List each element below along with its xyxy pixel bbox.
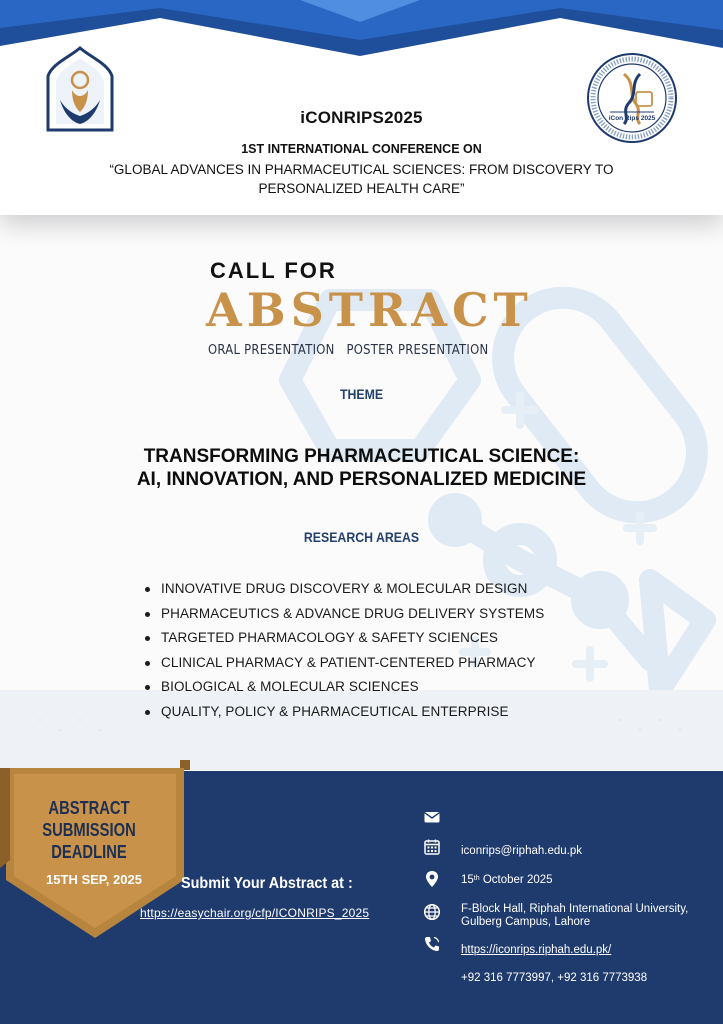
location-pin-icon	[423, 870, 441, 888]
oral-presentation-label: ORAL PRESENTATION	[208, 342, 335, 358]
deadline-title-line: ABSTRACT	[48, 798, 130, 818]
contact-email[interactable]: iconrips@riphah.edu.pk	[461, 845, 582, 857]
iconrips-seal-logo	[586, 52, 678, 144]
abstract-heading: ABSTRACT	[206, 283, 533, 337]
deadline-title-line: DEADLINE	[51, 842, 127, 862]
event-date	[461, 874, 553, 887]
theme-label: THEME	[339, 386, 384, 402]
website-link[interactable]	[461, 944, 611, 957]
easychair-submission-link[interactable]: https://easychair.org/cfp/ICONRIPS_2025	[140, 906, 370, 920]
website-link-text[interactable]: https://iconrips.riphah.edu.pk/	[461, 944, 612, 956]
venue-line: Gulberg Campus, Lahore	[461, 916, 591, 928]
event-date-rest: October 2025	[479, 874, 553, 886]
presentation-types	[208, 342, 488, 358]
deadline-title-line: SUBMISSION	[42, 820, 136, 840]
event-date-day: 15	[461, 874, 474, 886]
research-area-item: BIOLOGICAL & MOLECULAR SCIENCES	[143, 676, 544, 701]
envelope-icon	[423, 808, 441, 826]
submit-abstract-label: Submit Your Abstract at :	[181, 875, 353, 892]
conference-title: “GLOBAL ADVANCES IN PHARMACEUTICAL SCIENCES: FROM DISCOVERY TO PERSONALIZED HEALTH CARE”	[109, 162, 614, 196]
deadline-title	[16, 797, 162, 863]
globe-icon	[423, 903, 441, 921]
theme-title-line: AI, INNOVATION, AND PERSONALIZED MEDICINE	[136, 469, 587, 490]
event-date-suffix: th	[473, 875, 480, 882]
deadline-date: 15TH SEP, 2025	[46, 872, 142, 887]
conference-ordinal: 1ST INTERNATIONAL CONFERENCE ON	[241, 142, 482, 156]
phone-icon	[423, 935, 441, 953]
event-venue	[461, 903, 688, 929]
conference-short-name: iCONRIPS2025	[300, 108, 423, 127]
research-area-item: INNOVATIVE DRUG DISCOVERY & MOLECULAR DESIGN	[143, 578, 544, 603]
call-for-heading: CALL FOR	[210, 258, 337, 283]
poster-presentation-label: POSTER PRESENTATION	[346, 342, 489, 358]
theme-title	[0, 445, 723, 491]
venue-line: F-Block Hall, Riphah International University,	[461, 903, 689, 915]
research-area-item: PHARMACEUTICS & ADVANCE DRUG DELIVERY SYSTEMS	[143, 603, 544, 628]
research-area-item: QUALITY, POLICY & PHARMACEUTICAL ENTERPRISE	[143, 701, 544, 726]
contact-phone: +92 316 7773997, +92 316 7773938	[461, 972, 648, 984]
research-areas-label: RESEARCH AREAS	[303, 529, 420, 545]
research-areas-list	[143, 578, 544, 726]
research-area-item: TARGETED PHARMACOLOGY & SAFETY SCIENCES	[143, 627, 544, 652]
research-area-item: CLINICAL PHARMACY & PATIENT-CENTERED PHARMACY	[143, 652, 544, 677]
theme-title-line: TRANSFORMING PHARMACEUTICAL SCIENCE:	[143, 446, 580, 467]
svg-text:iCon Rips 2025: iCon Rips 2025	[608, 115, 656, 122]
calendar-icon	[423, 838, 441, 856]
